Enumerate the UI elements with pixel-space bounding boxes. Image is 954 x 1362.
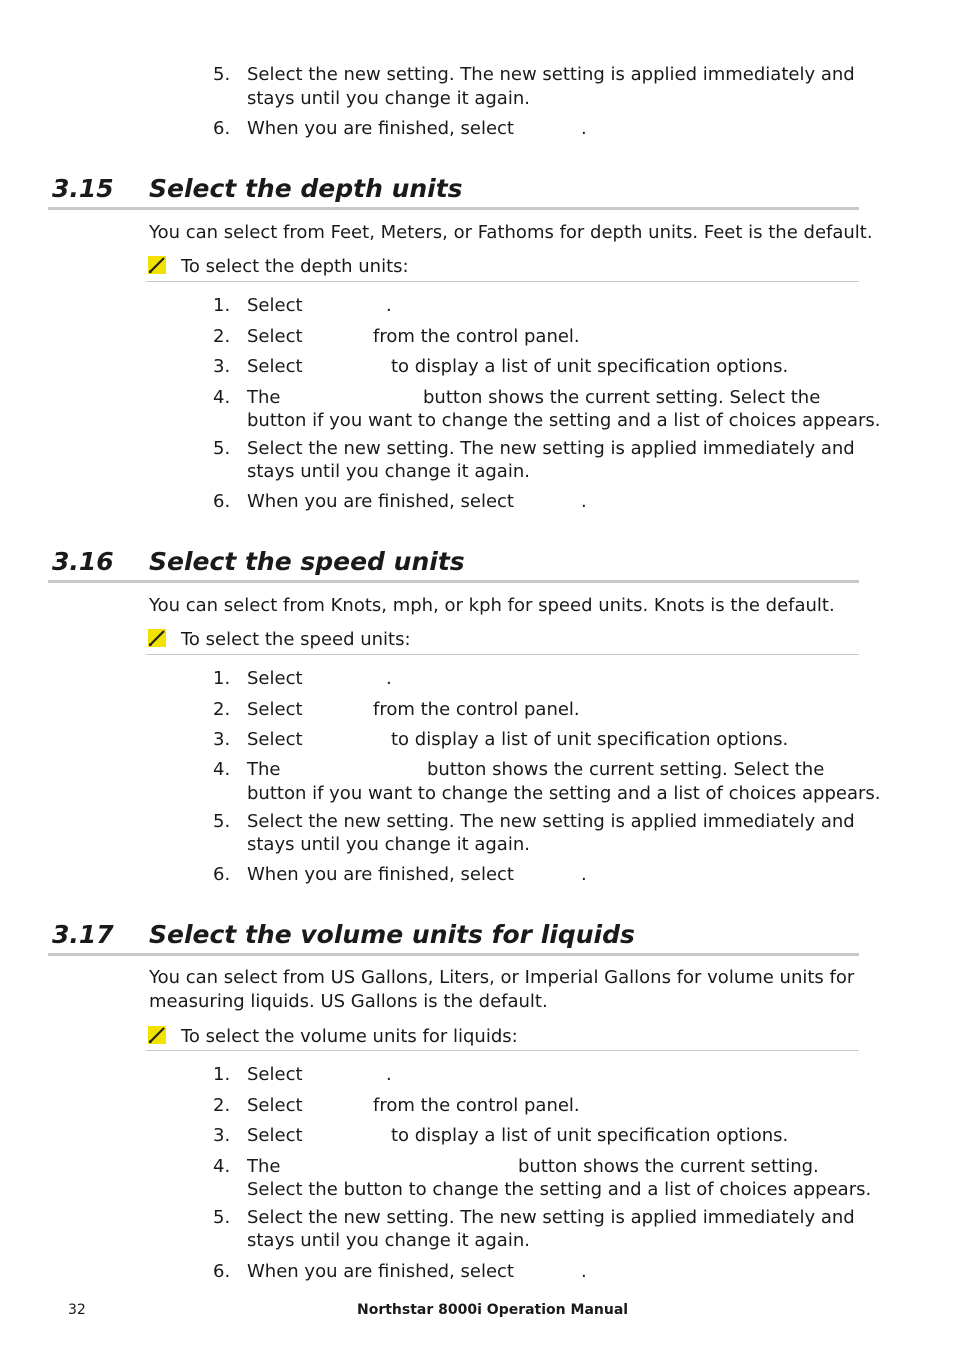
page-number: 32 bbox=[68, 1302, 86, 1318]
step-number: 6. bbox=[213, 864, 231, 885]
step-text: button if you want to change the setting and a list of choices appears. bbox=[247, 783, 881, 804]
step-number: 5. bbox=[213, 64, 231, 85]
step-text: Select bbox=[247, 729, 303, 750]
step-text: button if you want to change the setting and a list of choices appears. bbox=[247, 410, 881, 431]
pencil-icon bbox=[148, 1026, 166, 1044]
step-number: 4. bbox=[213, 1156, 231, 1177]
step-text: When you are finished, select bbox=[247, 118, 514, 139]
task-rule bbox=[146, 654, 859, 655]
intro-text: You can select from Feet, Meters, or Fathoms for depth units. Feet is the default. bbox=[149, 222, 873, 243]
step-text: Select the new setting. The new setting is applied immediately and bbox=[247, 811, 855, 832]
step-text: Select the new setting. The new setting is applied immediately and bbox=[247, 1207, 855, 1228]
step-text: Select bbox=[247, 1125, 303, 1146]
step-number: 1. bbox=[213, 1064, 231, 1085]
task-label: To select the depth units: bbox=[181, 256, 409, 277]
intro-text: You can select from Knots, mph, or kph for speed units. Knots is the default. bbox=[149, 595, 835, 616]
step-number: 1. bbox=[213, 668, 231, 689]
intro-text: You can select from US Gallons, Liters, or Imperial Gallons for volume units for bbox=[149, 967, 855, 988]
step-text-end: button shows the current setting. Select the bbox=[427, 759, 825, 780]
pencil-icon bbox=[148, 256, 166, 274]
step-number: 2. bbox=[213, 326, 231, 347]
step-number: 6. bbox=[213, 1261, 231, 1282]
step-number: 5. bbox=[213, 438, 231, 459]
step-text-end: . bbox=[581, 864, 587, 885]
manual-title: Northstar 8000i Operation Manual bbox=[357, 1302, 629, 1318]
step-text: The bbox=[247, 1156, 281, 1177]
step-text-end: . bbox=[581, 118, 587, 139]
intro-text: measuring liquids. US Gallons is the default. bbox=[149, 991, 548, 1012]
step-number: 4. bbox=[213, 387, 231, 408]
task-rule bbox=[146, 281, 859, 282]
step-text: Select bbox=[247, 1095, 303, 1116]
section-number: 3.16 bbox=[52, 547, 114, 576]
step-number: 6. bbox=[213, 491, 231, 512]
step-text: Select the new setting. The new setting is applied immediately and bbox=[247, 438, 855, 459]
step-text-end: button shows the current setting. bbox=[518, 1156, 819, 1177]
step-number: 3. bbox=[213, 1125, 231, 1146]
step-number: 3. bbox=[213, 729, 231, 750]
step-text-end: . bbox=[386, 668, 392, 689]
step-number: 5. bbox=[213, 1207, 231, 1228]
task-label: To select the volume units for liquids: bbox=[181, 1026, 518, 1047]
step-text-end: . bbox=[581, 1261, 587, 1282]
step-number: 1. bbox=[213, 295, 231, 316]
section-number: 3.15 bbox=[52, 174, 114, 203]
step-text-end: . bbox=[386, 295, 392, 316]
step-text-end: from the control panel. bbox=[373, 699, 580, 720]
step-number: 2. bbox=[213, 699, 231, 720]
step-text-end: . bbox=[581, 491, 587, 512]
step-text-end: from the control panel. bbox=[373, 326, 580, 347]
step-text: Select bbox=[247, 295, 303, 316]
step-text-end: to display a list of unit specification options. bbox=[391, 729, 789, 750]
section-title: Select the depth units bbox=[149, 174, 463, 203]
section-rule bbox=[48, 953, 859, 956]
step-text: Select the button to change the setting and a list of choices appears. bbox=[247, 1179, 872, 1200]
section-title: Select the volume units for liquids bbox=[149, 920, 635, 949]
task-rule bbox=[146, 1050, 859, 1051]
step-text: Select bbox=[247, 668, 303, 689]
step-text-end: to display a list of unit specification options. bbox=[391, 1125, 789, 1146]
step-number: 4. bbox=[213, 759, 231, 780]
step-text-end: button shows the current setting. Select the bbox=[423, 387, 821, 408]
step-text: stays until you change it again. bbox=[247, 1230, 530, 1251]
step-text: Select the new setting. The new setting is applied immediately and bbox=[247, 64, 855, 85]
step-text: Select bbox=[247, 326, 303, 347]
task-label: To select the speed units: bbox=[181, 629, 411, 650]
step-text: Select bbox=[247, 356, 303, 377]
pencil-icon bbox=[148, 629, 166, 647]
step-text: The bbox=[247, 387, 281, 408]
step-number: 2. bbox=[213, 1095, 231, 1116]
step-text: The bbox=[247, 759, 281, 780]
section-title: Select the speed units bbox=[149, 547, 465, 576]
step-text-end: from the control panel. bbox=[373, 1095, 580, 1116]
section-number: 3.17 bbox=[52, 920, 114, 949]
step-text-end: . bbox=[386, 1064, 392, 1085]
step-text: stays until you change it again. bbox=[247, 88, 530, 109]
step-text: Select bbox=[247, 699, 303, 720]
step-number: 5. bbox=[213, 811, 231, 832]
step-text: When you are finished, select bbox=[247, 491, 514, 512]
step-text: stays until you change it again. bbox=[247, 834, 530, 855]
step-text: stays until you change it again. bbox=[247, 461, 530, 482]
step-number: 6. bbox=[213, 118, 231, 139]
section-rule bbox=[48, 207, 859, 210]
step-number: 3. bbox=[213, 356, 231, 377]
step-text-end: to display a list of unit specification options. bbox=[391, 356, 789, 377]
step-text: Select bbox=[247, 1064, 303, 1085]
section-rule bbox=[48, 580, 859, 583]
step-text: When you are finished, select bbox=[247, 1261, 514, 1282]
step-text: When you are finished, select bbox=[247, 864, 514, 885]
